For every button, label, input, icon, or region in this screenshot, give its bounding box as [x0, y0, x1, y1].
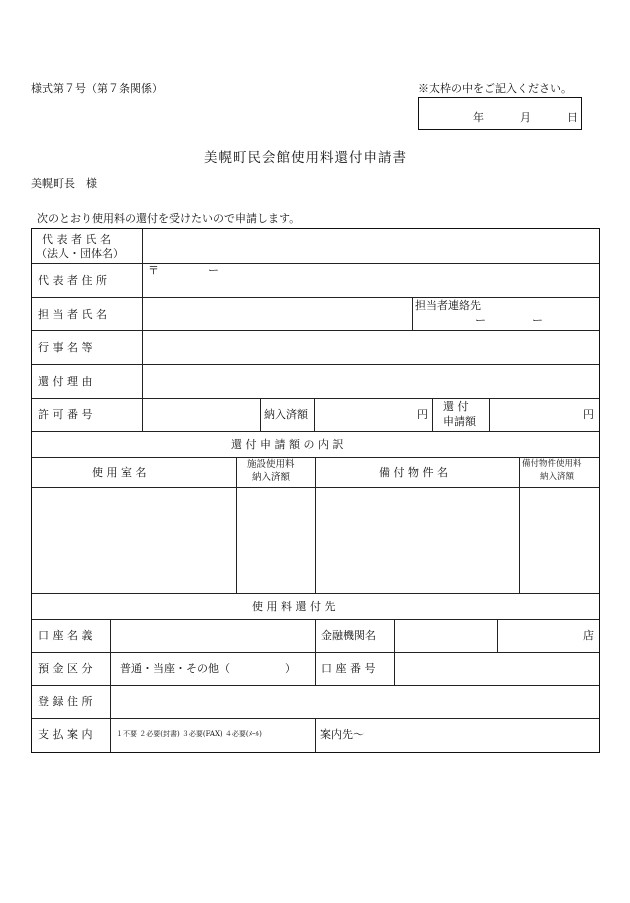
- room-name-field[interactable]: [33, 488, 235, 593]
- postal-dash: ー: [208, 264, 219, 277]
- equipment-fee-header-1: 備付物件使用料: [522, 459, 582, 469]
- notice-destination-field[interactable]: [316, 719, 599, 752]
- equipment-header: 備 付 物 件 名: [379, 466, 448, 479]
- facility-fee-header-1: 施設使用料: [247, 459, 295, 470]
- addressee: 美幌町長 様: [31, 177, 97, 190]
- room-header: 使 用 室 名: [92, 466, 147, 479]
- equipment-name-field[interactable]: [316, 488, 518, 593]
- rep-address-label: 代 表 者 住 所: [38, 274, 107, 287]
- branch-suffix: 店: [583, 629, 594, 642]
- yen-1: 円: [417, 408, 428, 421]
- facility-fee-field[interactable]: [237, 488, 314, 593]
- account-number-label: 口 座 番 号: [321, 662, 376, 675]
- notice-destination-label: 案内先〜: [320, 728, 364, 741]
- staff-contact-label: 担当者連絡先: [415, 299, 481, 312]
- staff-name-label: 担 当 者 氏 名: [38, 308, 107, 321]
- phone-dash-2: ー: [532, 314, 543, 327]
- refund-label-2: 申請額: [443, 415, 476, 428]
- account-name-field[interactable]: [111, 620, 314, 652]
- breakdown-title: 還 付 申 請 額 の 内 訳: [231, 438, 344, 451]
- equipment-fee-header-2: 納入済額: [540, 472, 575, 482]
- date-year-label: 年: [473, 111, 484, 124]
- deposit-type-options[interactable]: 普通・当座・その他（ ）: [120, 662, 296, 675]
- date-month-label: 月: [520, 111, 531, 124]
- event-label: 行 事 名 等: [38, 341, 93, 354]
- staff-contact-field[interactable]: [413, 298, 599, 330]
- bank-name-field[interactable]: [395, 620, 496, 652]
- intro-text: 次のとおり使用料の還付を受けたいので申請します。: [37, 212, 301, 225]
- date-day-label: 日: [567, 111, 578, 124]
- payment-notice-options[interactable]: １不要 ２必要(封書) ３必要(FAX) ４必要(ﾒｰﾙ): [116, 730, 262, 738]
- yen-2: 円: [583, 408, 594, 421]
- reason-label: 還 付 理 由: [38, 375, 93, 388]
- form-title: 美幌町民会館使用料還付申請書: [204, 150, 407, 166]
- bank-label: 金融機関名: [321, 629, 376, 642]
- paid-label: 納入済額: [264, 408, 308, 421]
- permit-field[interactable]: [143, 399, 259, 431]
- refund-destination-title: 使 用 料 還 付 先: [252, 600, 336, 613]
- facility-fee-header-2: 納入済額: [252, 472, 291, 483]
- date-box[interactable]: [418, 97, 582, 130]
- rep-name-label: 代 表 者 氏 名: [42, 233, 111, 246]
- account-name-label: 口 座 名 義: [38, 629, 93, 642]
- equipment-fee-field[interactable]: [520, 488, 599, 593]
- payment-notice-label: 支 払 案 内: [38, 728, 93, 741]
- permit-label: 許 可 番 号: [38, 408, 93, 421]
- refund-label-1: 還 付: [443, 400, 469, 413]
- deposit-type-label: 預 金 区 分: [38, 662, 93, 675]
- account-number-field[interactable]: [395, 653, 599, 685]
- event-field[interactable]: [143, 331, 599, 364]
- form-number: 様式第７号（第７条関係）: [31, 82, 163, 95]
- registered-address-label: 登 録 住 所: [38, 695, 93, 708]
- rep-name-field[interactable]: [143, 229, 599, 263]
- reason-field[interactable]: [143, 365, 599, 398]
- application-table: [31, 228, 600, 753]
- instruction-text: ※太枠の中をご記入ください。: [418, 82, 572, 95]
- postal-mark: 〒: [148, 264, 159, 277]
- staff-name-field[interactable]: [143, 298, 411, 330]
- rep-name-sublabel: （法人・団体名）: [36, 247, 124, 260]
- registered-address-field[interactable]: [111, 686, 599, 718]
- paid-amount-field[interactable]: [315, 399, 431, 431]
- phone-dash-1: ー: [475, 314, 486, 327]
